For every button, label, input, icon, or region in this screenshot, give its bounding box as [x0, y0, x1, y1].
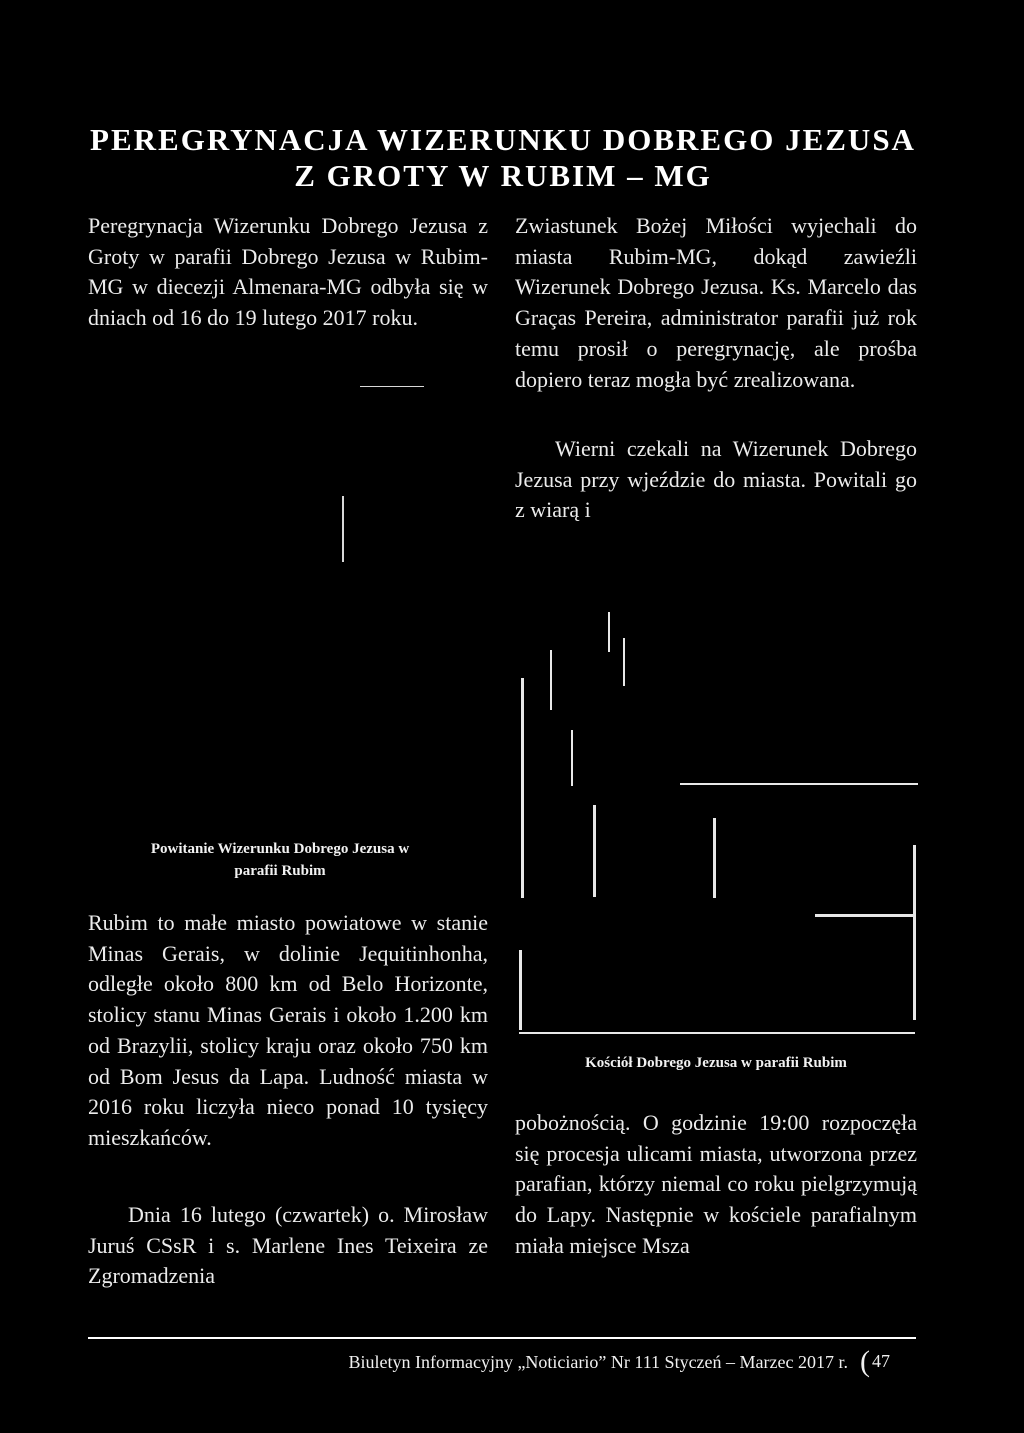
article-title-line1: PEREGRYNACJA WIZERUNKU DOBREGO JEZUSA — [90, 122, 916, 157]
footer-divider — [88, 1337, 916, 1339]
photo-caption-left: Powitanie Wizerunku Dobrego Jezusa w parafii Rubim — [150, 841, 410, 879]
page-number — [860, 1345, 890, 1378]
scan-mark — [360, 386, 424, 387]
intro-paragraph: Peregrynacja Wizerunku Dobrego Jezusa z Groty w parafii Dobrego Jezusa w Rubim-MG w diecezji Almenara-MG odbyła się w dniach od 16 do 19 lutego 2017 roku. — [88, 213, 488, 331]
right-column-paragraph-top: Zwiastunek Bożej Miłości wyjechali do miasta Rubim-MG, dokąd zawieźli Wizerunek Dobrego Jezusa. Ks. Marcelo das Graças Pereira, administrator parafii już rok temu prosił o peregrynację, ale prośba dopiero teraz mogła być zrealizowana. — [515, 213, 917, 392]
photo-caption-right: Kościół Dobrego Jezusa w parafii Rubim — [585, 1055, 847, 1071]
article-title-line2: Z GROTY W RUBIM – MG — [294, 158, 712, 193]
visit-paragraph: Dnia 16 lutego (czwartek) o. Mirosław Juruś CSsR i s. Marlene Ines Teixeira ze Zgromadzenia — [88, 1202, 488, 1289]
right-column-paragraph-mid: Wierni czekali na Wizerunek Dobrego Jezusa przy wjeździe do miasta. Powitali go z wiarą i — [515, 436, 917, 523]
page-number-bracket-icon: ( — [860, 1345, 870, 1378]
rubim-description-paragraph: Rubim to małe miasto powiatowe w stanie Minas Gerais, w dolinie Jequitinhonha, odległe około 800 km od Belo Horizonte, stolicy stanu Minas Gerais i około 1.200 km od Brazylii, stolicy kraju oraz około 750 km od Bom Jesus da Lapa. Ludność miasta w 2016 roku liczyła nieco ponad 10 tysięcy mieszkańców. — [88, 910, 488, 1150]
footer-publication: Biuletyn Informacyjny „Noticiario” Nr 111 Styczeń – Marzec 2017 r. — [348, 1352, 848, 1372]
scan-mark — [342, 496, 344, 562]
church-photo — [515, 600, 920, 1045]
right-column-paragraph-bottom: pobożnością. O godzinie 19:00 rozpoczęła się procesja ulicami miasta, utworzona przez parafian, którzy niemal co roku pielgrzymują do Lapy. Następnie w kościele parafialnym miała miejsce Msza — [515, 1110, 917, 1258]
page-number-value: 47 — [872, 1351, 890, 1371]
